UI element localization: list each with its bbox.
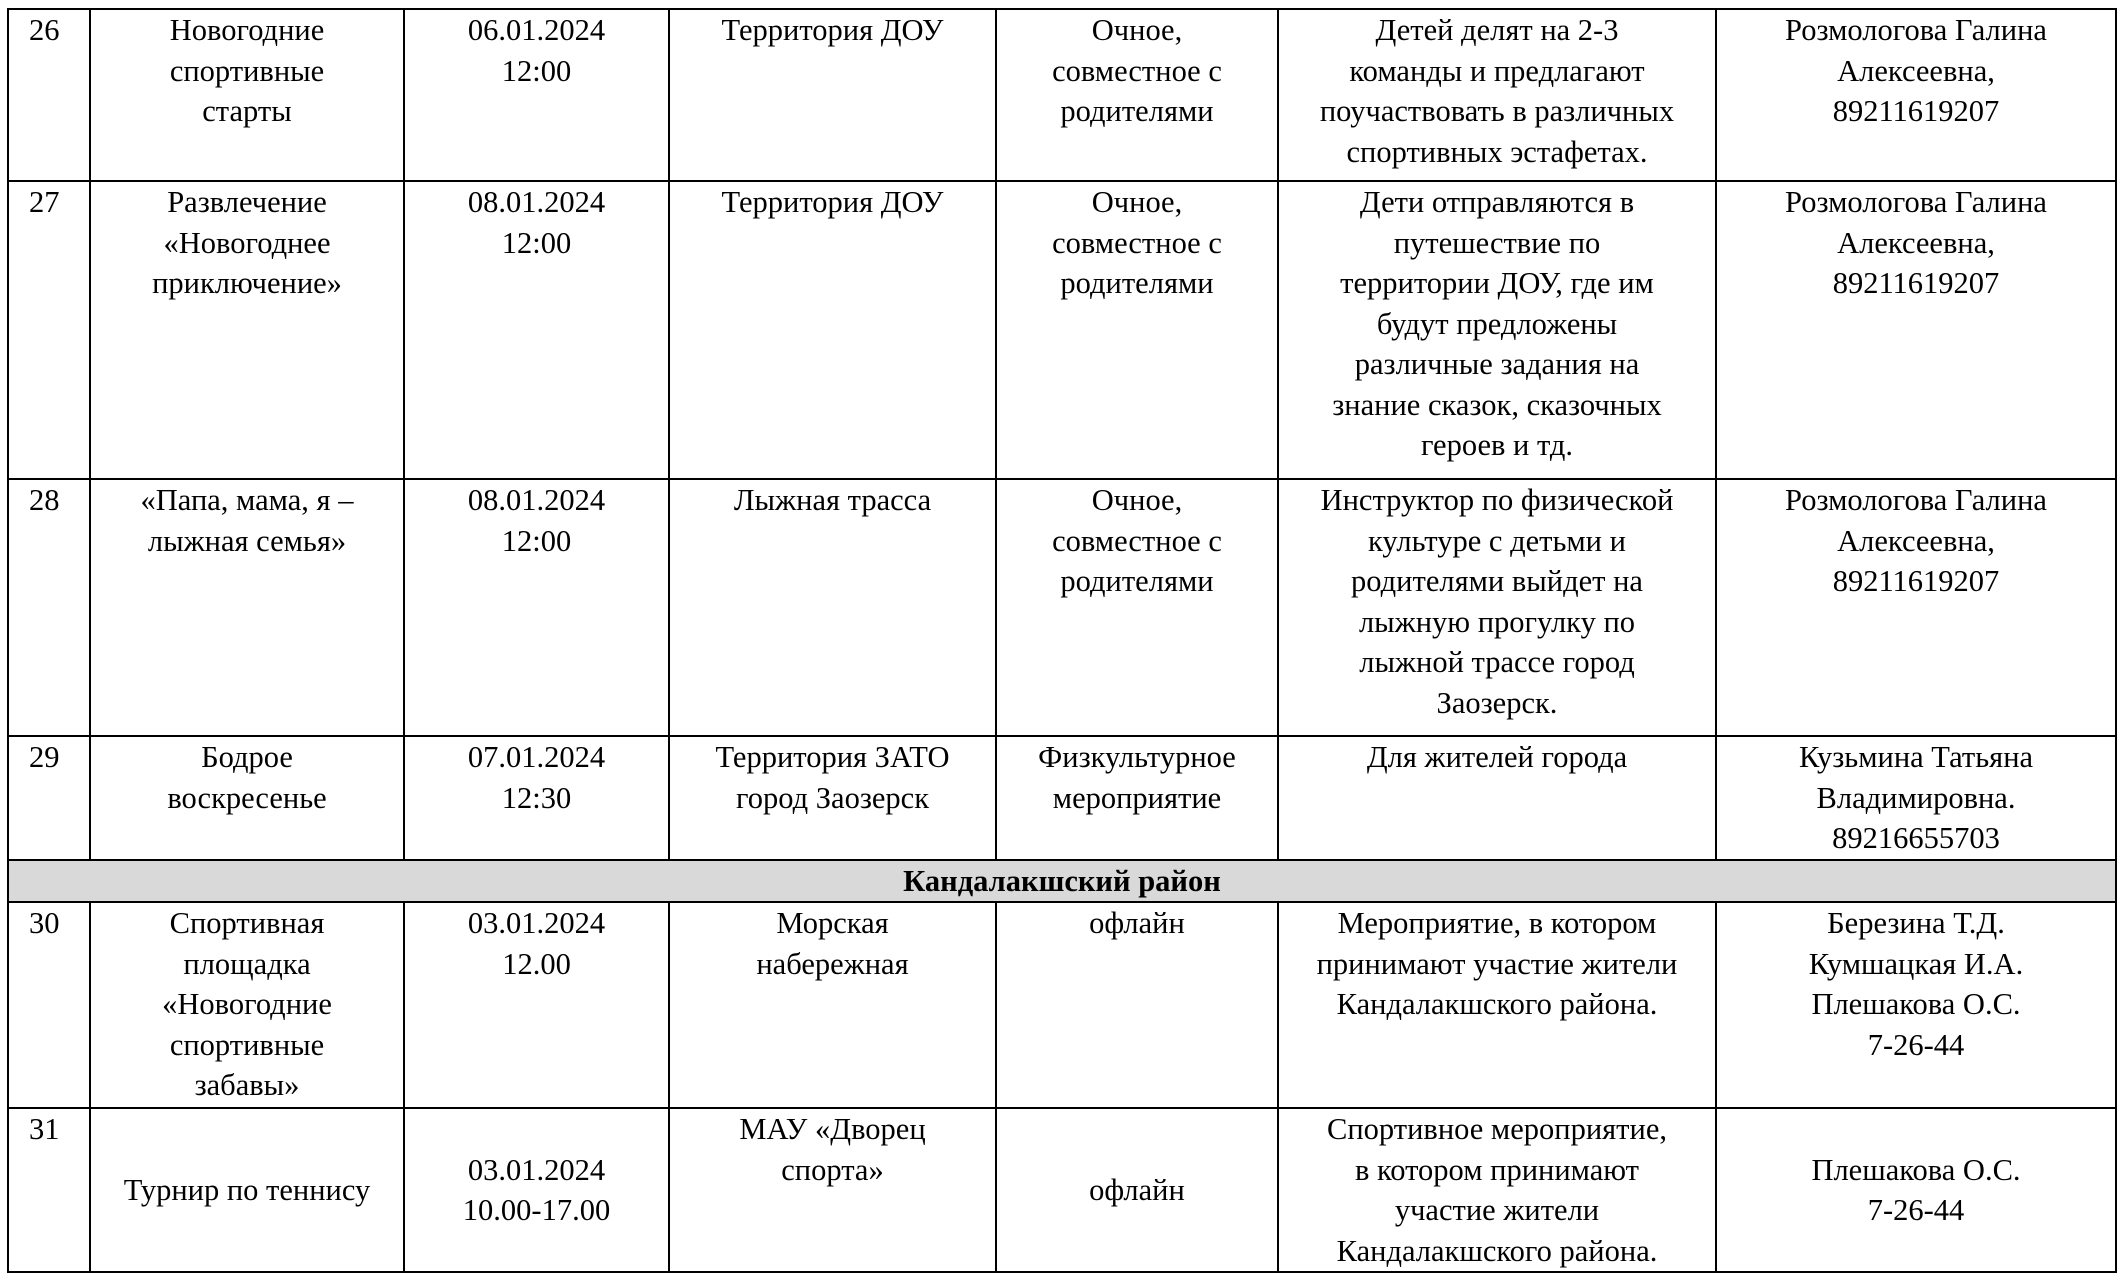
- event-format: офлайн: [996, 902, 1278, 1108]
- events-table: [7, 8, 2117, 1273]
- event-responsible: Розмологова Галина Алексеевна, 89211619207: [1716, 181, 2116, 479]
- event-responsible: Розмологова Галина Алексеевна, 89211619207: [1716, 479, 2116, 736]
- event-format: офлайн: [996, 1108, 1278, 1272]
- event-name: Спортивная площадка «Новогодние спортивные забавы»: [90, 902, 404, 1108]
- table-row: [8, 902, 2116, 1108]
- event-name: Турнир по теннису: [90, 1108, 404, 1272]
- event-datetime: 08.01.2024 12:00: [404, 181, 669, 479]
- event-format: Физкультурное мероприятие: [996, 736, 1278, 860]
- table-row: [8, 479, 2116, 736]
- event-responsible: Розмологова Галина Алексеевна, 89211619207: [1716, 9, 2116, 181]
- table-row: [8, 1108, 2116, 1272]
- event-responsible: Кузьмина Татьяна Владимировна. 89216655703: [1716, 736, 2116, 860]
- table-row: [8, 181, 2116, 479]
- event-place: МАУ «Дворец спорта»: [669, 1108, 996, 1272]
- section-header-row: [8, 860, 2116, 903]
- row-number: 27: [8, 181, 90, 479]
- event-description: Детей делят на 2-3 команды и предлагают поучаствовать в различных спортивных эстафетах.: [1278, 9, 1716, 181]
- event-name: Развлечение «Новогоднее приключение»: [90, 181, 404, 479]
- row-number: 26: [8, 9, 90, 181]
- event-name: Новогодние спортивные старты: [90, 9, 404, 181]
- section-title: Кандалакшский район: [8, 860, 2116, 903]
- event-datetime: 06.01.2024 12:00: [404, 9, 669, 181]
- event-place: Территория ЗАТО город Заозерск: [669, 736, 996, 860]
- event-format: Очное, совместное с родителями: [996, 9, 1278, 181]
- event-format: Очное, совместное с родителями: [996, 479, 1278, 736]
- event-format: Очное, совместное с родителями: [996, 181, 1278, 479]
- table-row: [8, 736, 2116, 860]
- event-place: Территория ДОУ: [669, 181, 996, 479]
- event-description: Мероприятие, в котором принимают участие жители Кандалакшского района.: [1278, 902, 1716, 1108]
- event-name: «Папа, мама, я – лыжная семья»: [90, 479, 404, 736]
- event-responsible: Березина Т.Д. Кумшацкая И.А. Плешакова О.С. 7-26-44: [1716, 902, 2116, 1108]
- event-description: Спортивное мероприятие, в котором принимают участие жители Кандалакшского района.: [1278, 1108, 1716, 1272]
- row-number: 30: [8, 902, 90, 1108]
- event-description: Для жителей города: [1278, 736, 1716, 860]
- event-datetime: 08.01.2024 12:00: [404, 479, 669, 736]
- event-name: Бодрое воскресенье: [90, 736, 404, 860]
- event-place: Территория ДОУ: [669, 9, 996, 181]
- event-responsible: Плешакова О.С. 7-26-44: [1716, 1108, 2116, 1272]
- row-number: 31: [8, 1108, 90, 1272]
- event-place: Лыжная трасса: [669, 479, 996, 736]
- event-description: Инструктор по физической культуре с детьми и родителями выйдет на лыжную прогулку по лыжной трассе город Заозерск.: [1278, 479, 1716, 736]
- event-description: Дети отправляются в путешествие по территории ДОУ, где им будут предложены различные задания на знание сказок, сказочных героев и тд.: [1278, 181, 1716, 479]
- event-datetime: 03.01.2024 10.00-17.00: [404, 1108, 669, 1272]
- table-row: [8, 9, 2116, 181]
- event-datetime: 07.01.2024 12:30: [404, 736, 669, 860]
- event-datetime: 03.01.2024 12.00: [404, 902, 669, 1108]
- event-place: Морская набережная: [669, 902, 996, 1108]
- row-number: 28: [8, 479, 90, 736]
- row-number: 29: [8, 736, 90, 860]
